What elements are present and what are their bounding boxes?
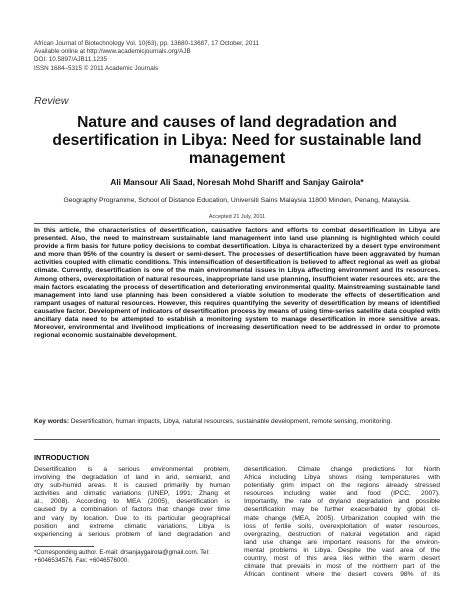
intro-line: Africa including Libya shows rising temperatures with bbox=[244, 474, 440, 482]
title-line: management bbox=[188, 149, 286, 167]
intro-line: position and extreme climatic variations, Libya is bbox=[34, 522, 230, 530]
journal-citation: African Journal of Biotechnology Vol. 10(63), pp. 13680-13687, 17 October, 2011 bbox=[34, 40, 259, 47]
intro-line: climate that prevails in most of the northern part of the bbox=[244, 563, 440, 571]
affiliation: Geography Programme, School of Distance Education, Universiti Sains Malaysia 11800 Minden, Penang, Malaysia. bbox=[63, 197, 411, 204]
accepted-date: Accepted 21 July, 2011 bbox=[208, 214, 266, 220]
intro-line: loss of fertile soils, overexploitation of water resources, bbox=[244, 522, 440, 530]
intro-line: desertification. Climate change predictions for North bbox=[244, 466, 440, 473]
intro-line: land use change are important reasons for the environ- bbox=[244, 538, 440, 546]
intro-line: experiencing a serious problem of land degradation and bbox=[34, 530, 230, 538]
intro-line: desertification may be further exacerbated by global cli- bbox=[244, 506, 440, 514]
intro-column-left bbox=[34, 466, 230, 539]
intro-line: involving the degradation of land in arid, semiarid, and bbox=[34, 474, 230, 482]
intro-line: Desertification is a serious environmental problem, bbox=[34, 466, 230, 473]
divider-top bbox=[34, 223, 440, 224]
intro-line: African continent where the desert covers 98% of its bbox=[244, 571, 440, 579]
keywords bbox=[34, 418, 440, 426]
abstract: In this article, the characteristics of desertification, causative factors and efforts to combat desertification in Libya are presented. Also, the need to mainstream sustainable land management into land use planning is highlighted which could provide a firm basis for future policy decisions to combat desertification. Libya is characterized by a desert type environment and more than 95% of the country is desert or semi-desert. The processes of desertification have been aggravated by human activities coupled with climatic conditions. This intensification of desertification is believed to affect regional as well as global climate. Currently, desertification is one of the main environmental issues in Libya affecting environment and its resources. Among others, overexploitation of natural resources, inappropriate land use planning, insufficient water resources etc. are the main factors escalating the process of desertification and deteriorating environmental quality. Mainstreaming sustainable land management into land use planning has been considered a viable solution to moderate the effects of desertification and rampant usages of natural resources. However, this requires quantifying the severity of desertification by means of identified causative factor. Development of indicators of desertification process by means of using time-series satellite data coupled with ancillary data need to be attempted to establish a monitoring system to manage desertification in more sensitive areas. Moreover, environmental and livelihood implications of increasing desertification need to be addressed in order to promote regional economic sustainable development. bbox=[34, 227, 440, 340]
intro-line: activities and climatic variations (UNEP, 1991; Zhang et bbox=[34, 490, 230, 498]
intro-line: caused by a combination of factors that change over time bbox=[34, 506, 230, 514]
footnote-line: +6046534576. Fax: +6046576000. bbox=[34, 556, 129, 564]
intro-line: mate change (MEA, 2005). Urbanization coupled with the bbox=[244, 514, 440, 522]
intro-column-right bbox=[244, 466, 440, 579]
journal-header bbox=[34, 40, 259, 73]
corresponding-author-footnote bbox=[34, 549, 230, 564]
journal-url: Available online at http://www.academicjournals.org/AJB bbox=[34, 48, 191, 56]
intro-line: potentially grim impact on the regions already stressed bbox=[244, 482, 440, 490]
title-line: desertification in Libya: Need for sustainable land bbox=[52, 131, 422, 149]
intro-line: resources including water and food (IPCC, 2007). bbox=[244, 490, 440, 498]
intro-line: dry sub-humid areas. It is caused primarily by human bbox=[34, 482, 230, 490]
section-label: Review bbox=[34, 95, 69, 107]
intro-line: Importantly, the rate of dryland degradation and possible bbox=[244, 498, 440, 506]
journal-doi: DOI: 10.5897/AJB11.1235 bbox=[34, 56, 108, 64]
paper-title bbox=[50, 114, 424, 167]
intro-line: mental problems in Libya. Despite the vast area of the bbox=[244, 546, 440, 554]
introduction-heading: INTRODUCTION bbox=[34, 453, 90, 462]
intro-line: al., 2008). According to MEA (2005), desertification is bbox=[34, 498, 230, 506]
intro-line: overgrazing, destruction of natural vegetation and rapid bbox=[244, 530, 440, 538]
intro-line: country, most of this area lies within the warm desert bbox=[244, 555, 440, 563]
intro-line: and vary by location. Due to its particular geographical bbox=[34, 514, 230, 522]
divider-bottom bbox=[34, 439, 440, 440]
keywords-text: Desertification, human impacts, Libya, natural resources, sustainable development, remote sensing, monitoring. bbox=[70, 418, 393, 425]
title-line: Nature and causes of land degradation and bbox=[77, 114, 397, 131]
journal-issn: ISSN 1684–5315 © 2011 Academic Journals bbox=[34, 64, 159, 72]
author-list: Ali Mansour Ali Saad, Noresah Mohd Shariff and Sanjay Gairola* bbox=[110, 177, 364, 187]
footnote-divider bbox=[34, 546, 94, 547]
footnote-line: *Corresponding author. E-mail: drsanjaygairola@gmail.com. Tel: bbox=[34, 549, 210, 556]
keywords-label: Key words: bbox=[34, 418, 70, 425]
